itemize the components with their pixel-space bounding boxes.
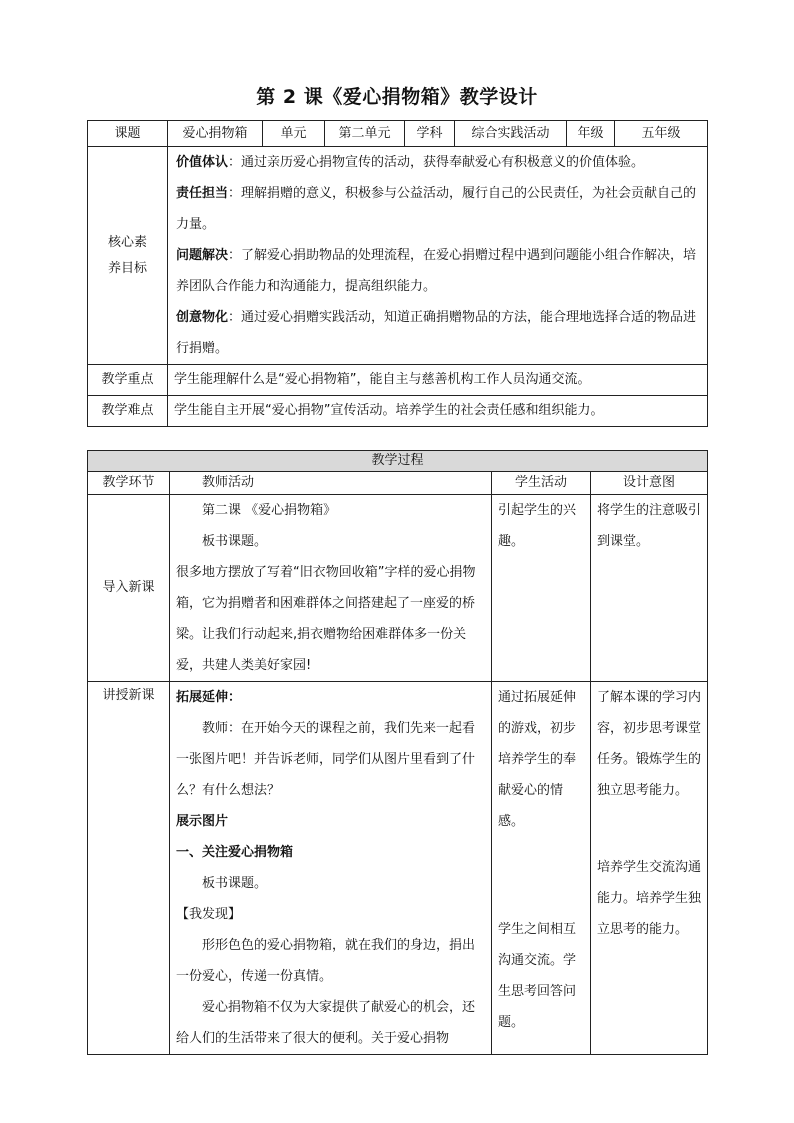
- focus-row: [88, 365, 708, 396]
- goal-sep: ：: [228, 155, 242, 170]
- col-stage: 教学环节: [88, 472, 170, 495]
- teacher-line: 板书课题。: [202, 876, 268, 891]
- focus-text: 学生能理解什么是“爱心捐物箱”，能自主与慈善机构工作人员沟通交流。: [168, 365, 708, 396]
- table-row: [88, 682, 708, 1055]
- teacher-bold-line: 展示图片: [176, 814, 229, 829]
- core-goals-content: [168, 147, 708, 365]
- grade-label: 年级: [567, 121, 615, 147]
- teacher-bold-line: 拓展延伸：: [176, 690, 242, 705]
- core-label-line-2: 养目标: [107, 260, 147, 276]
- teacher-activity-cell: [170, 495, 492, 682]
- teacher-line: [176, 682, 485, 713]
- teacher-line: 【我发现】: [176, 907, 242, 922]
- difficulty-text: 学生能自主开展“爱心捐物”宣传活动。培养学生的社会责任感和组织能力。: [168, 396, 708, 427]
- intent-cell: [591, 495, 708, 682]
- teacher-line: [176, 806, 485, 837]
- teacher-bold-line: 一、关注爱心捐物箱: [176, 845, 294, 860]
- teacher-activity-cell: [170, 682, 492, 1055]
- course-label: 课题: [88, 121, 168, 147]
- focus-label: 教学重点: [88, 365, 168, 396]
- core-label-line-1: 核心素: [107, 234, 147, 250]
- page-title: 第 2 课《爱心捐物箱》教学设计: [256, 86, 538, 108]
- student-text: 引起学生的兴趣。: [498, 503, 577, 549]
- stage-cell: [88, 682, 170, 1055]
- goal-sep: ：: [228, 186, 242, 201]
- teacher-line: [176, 837, 485, 868]
- teacher-line: 形形色色的爱心捐物箱，就在我们的身边，捐出一份爱心，传递一份真情。: [176, 938, 476, 984]
- goal-head: 责任担当: [176, 186, 229, 201]
- teacher-line: 很多地方摆放了写着“旧衣物回收箱”字样的爱心捐物箱，它为捐赠者和困难群体之间搭建起了一座爱的桥梁。让我们行动起来,捐衣赠物给困难群体多一份关爱，共建人类美好家园!: [176, 565, 476, 673]
- process-table: [87, 450, 708, 1055]
- info-header-row: [88, 121, 708, 147]
- core-goals-row: [88, 147, 708, 365]
- process-band: 教学过程: [88, 451, 708, 472]
- teacher-line: 爱心捐物箱不仅为大家提供了献爱心的机会，还给人们的生活带来了很大的便利。关于爱心捐物: [176, 1000, 476, 1046]
- col-intent: 设计意图: [591, 472, 708, 495]
- goal-item: [176, 147, 699, 178]
- goal-head: 价值体认: [176, 155, 229, 170]
- goal-item: [176, 302, 699, 364]
- goal-item: [176, 178, 699, 240]
- goal-head: 创意物化: [176, 310, 229, 325]
- goal-text: 理解捐赠的意义，积极参与公益活动，履行自己的公民责任，为社会贡献自己的力量。: [176, 186, 697, 232]
- intent-text: 了解本课的学习内容，初步思考课堂任务。锻炼学生的独立思考能力。: [597, 690, 702, 798]
- course-value: 爱心捐物箱: [168, 121, 263, 147]
- basic-info-table: [87, 120, 708, 427]
- subject-value: 综合实践活动: [455, 121, 567, 147]
- teacher-line: 板书课题。: [202, 534, 268, 549]
- goal-text: 通过亲历爱心捐物宣传的活动，获得奉献爱心有积极意义的价值体验。: [241, 155, 645, 170]
- difficulty-label: 教学难点: [88, 396, 168, 427]
- process-band-row: [88, 451, 708, 472]
- goal-sep: ：: [228, 310, 242, 325]
- intent-text: 培养学生交流沟通能力。培养学生独立思考的能力。: [597, 860, 702, 937]
- student-activity-cell: [492, 495, 591, 682]
- table-row: [88, 495, 708, 682]
- stage-cell: 导入新课: [88, 495, 170, 682]
- subject-label: 学科: [405, 121, 455, 147]
- intent-text: 将学生的注意吸引到课堂。: [597, 503, 702, 549]
- teacher-line: 第二课 《爱心捐物箱》: [202, 503, 337, 518]
- grade-value: 五年级: [615, 121, 708, 147]
- process-header-row: [88, 472, 708, 495]
- goal-text: 通过爱心捐赠实践活动，知道正确捐赠物品的方法，能合理地选择合适的物品进行捐赠。: [176, 310, 697, 356]
- teacher-line: 教师：在开始今天的课程之前，我们先来一起看一张图片吧！并告诉老师，同学们从图片里看到了什么？有什么想法？: [176, 721, 476, 798]
- unit-value: 第二单元: [325, 121, 405, 147]
- student-text: 学生之间相互沟通交流。学生思考回答问题。: [498, 922, 577, 1030]
- student-activity-cell: [492, 682, 591, 1055]
- core-goals-label: [88, 147, 168, 365]
- stage-label: 讲授新课: [102, 688, 155, 703]
- difficulty-row: [88, 396, 708, 427]
- goal-head: 问题解决: [176, 248, 229, 263]
- goal-sep: ：: [228, 248, 242, 263]
- col-student: 学生活动: [492, 472, 591, 495]
- goal-item: [176, 240, 699, 302]
- intent-cell: [591, 682, 708, 1055]
- student-text: 通过拓展延伸的游戏，初步培养学生的奉献爱心的情感。: [498, 690, 577, 829]
- goal-text: 了解爱心捐助物品的处理流程，在爱心捐赠过程中遇到问题能小组合作解决，培养团队合作能力和沟通能力，提高组织能力。: [176, 248, 697, 294]
- unit-label: 单元: [263, 121, 325, 147]
- col-teacher: 教师活动: [170, 472, 492, 495]
